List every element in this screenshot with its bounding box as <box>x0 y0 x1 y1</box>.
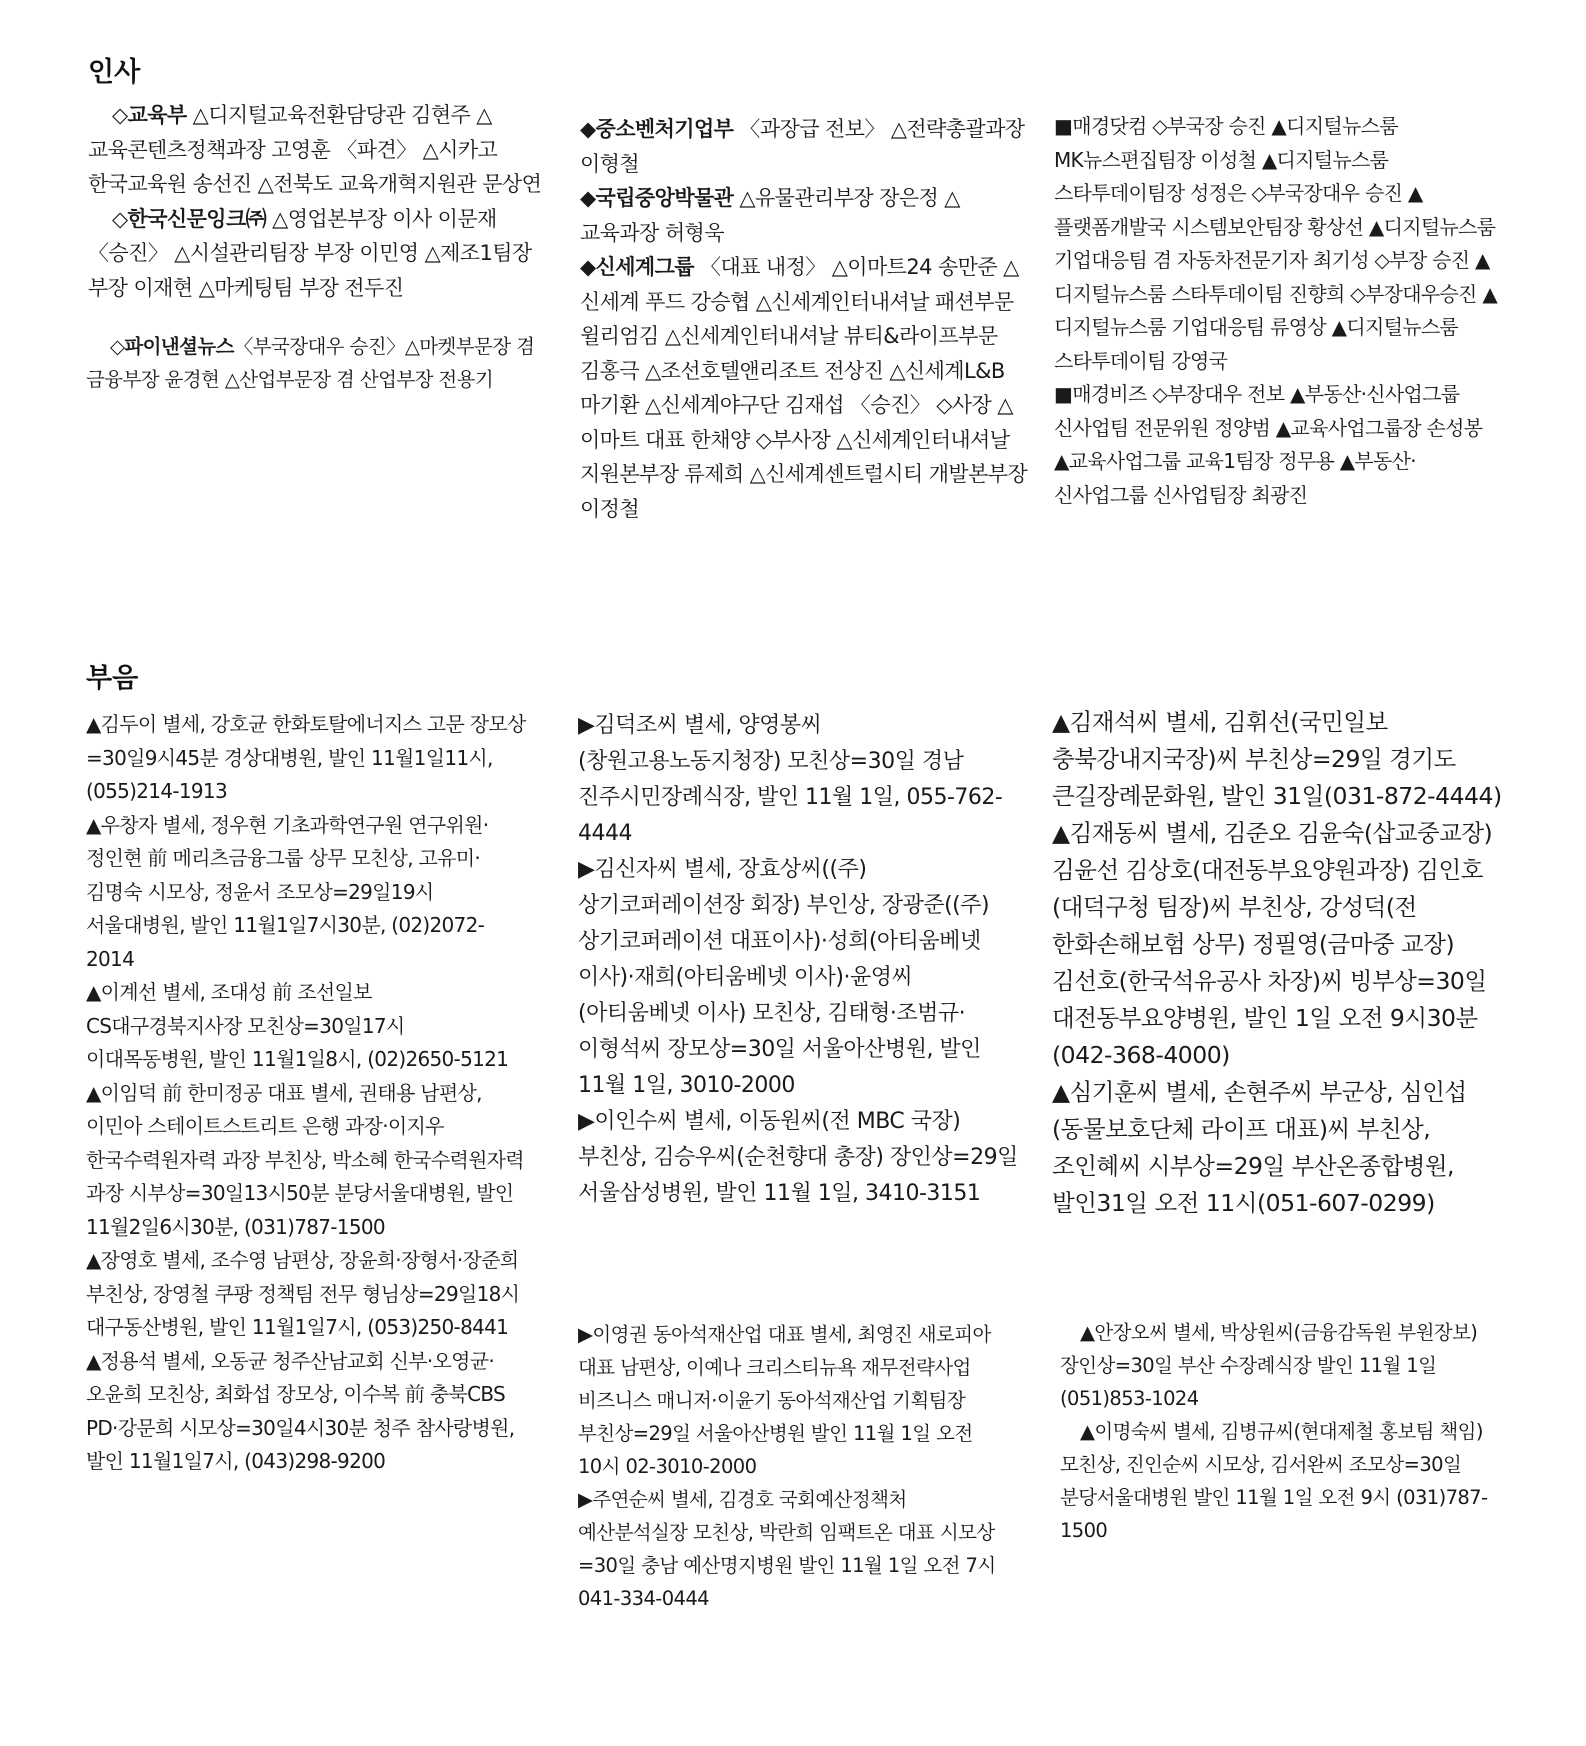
obituary-entry: ▲김재석씨 별세, 김휘선(국민일보 충북강내지국장)씨 부친상=29일 경기도 큰길장례문화원, 발인 31일(031-872-4444) <box>1052 708 1502 810</box>
org-name: ◇한국신문잉크㈜ <box>112 206 267 231</box>
org-name: ◆신세계그룹 <box>580 255 694 279</box>
obituary-entry: ▲이명숙씨 별세, 김병규씨(현대제철 홍보팀 책임)모친상, 진인순씨 시모상, 김서완씨 조모상=30일 분당서울대병원 발인 11월 1일 오전 9시 (031)787-1500 <box>1060 1420 1488 1542</box>
section-title-bueum: 부음 <box>86 663 139 694</box>
bueum-column-3-lower <box>1060 1316 1500 1547</box>
bueum-column-3 <box>1052 704 1502 1222</box>
appointment-entry <box>580 181 1030 250</box>
obituary-entry: ▲이임덕 前 한미정공 대표 별세, 권태용 남편상, 이민아 스테이트스트리트 은행 과장·이지우 한국수력원자력 과장 부친상, 박소혜 한국수력원자력 과장 시부상=30일13시50분 분당서울대병원, 발인 11월2일6시30분, (031)787-1500 <box>86 1080 524 1239</box>
obituary-entry: ▲심기훈씨 별세, 손현주씨 부군상, 심인섭(동물보호단체 라이프 대표)씨 부친상, 조인혜씨 시부상=29일 부산온종합병원, 발인31일 오전 11시(051-607-0299) <box>1052 1078 1467 1217</box>
obituary-entry: ▲우창자 별세, 정우현 기초과학연구원 연구위원·정인현 前 메리츠금융그룹 상무 모친상, 고유미·김명숙 시모상, 정윤서 조모상=29일19시 서울대병원, 발인 11월1일7시30분, (02)2072-2014 <box>86 812 489 971</box>
obituary-entry: ▲안장오씨 별세, 박상원씨(금융감독원 부원장보)장인상=30일 부산 수장례식장 발인 11월 1일 (051)853-1024 <box>1060 1321 1478 1410</box>
obituary-entry: ▶김신자씨 별세, 장효상씨((주)상기코퍼레이션장 회장) 부인상, 장광준((주)상기코퍼레이션 대표이사)·성희(아티움베넷 이사)·재희(아티움베넷 이사)·윤영씨(아티움베넷 이사) 모친상, 김태형·조범규·이형석씨 장모상=30일 서울아산병원, 발인 11월 1일, 3010-2000 <box>578 857 990 1098</box>
obituary-entry: ▲장영호 별세, 조수영 남편상, 장윤희·장형서·장준희 부친상, 장영철 쿠팡 정책팀 전무 형님상=29일18시 대구동산병원, 발인 11월1일7시, (053)250-8441 <box>86 1248 520 1339</box>
bueum-column-2 <box>578 708 1018 1212</box>
org-name: ◇파이낸셜뉴스 <box>110 335 234 358</box>
obituary-entry: ▲김두이 별세, 강호균 한화토탈에너지스 고문 장모상=30일9시45분 경상대병원, 발인 11월1일11시, (055)214-1913 <box>86 712 526 803</box>
entry-text: 〈대표 내정〉 △이마트24 송만준 △신세계 푸드 강승협 △신세계인터내셔날 패션부문 윌리엄김 △신세계인터내셔날 뷰티&라이프부문 김홍극 △조선호텔앤리조트 전상진 △신세계L&B 마기환 △신세계야구단 김재섭 〈승진〉 ◇사장 △이마트 대표 한채양 ◇부사장 △신세계인터내셔날 지원본부장 류제희 △신세계센트럴시티 개발본부장 이정철 <box>580 255 1028 521</box>
org-name: ◆국립중앙박물관 <box>580 186 734 210</box>
org-name: ◇교육부 <box>112 103 187 127</box>
obituary-entry: ▲이계선 별세, 조대성 前 조선일보 CS대구경북지사장 모친상=30일17시 이대목동병원, 발인 11월1일8시, (02)2650-5121 <box>86 980 509 1071</box>
entry-text: 〈부국장대우 승진〉△마켓부문장 겸 금융부장 윤경현 △산업부문장 겸 산업부장 전용기 <box>86 335 535 391</box>
section-title-insa: 인사 <box>88 57 141 88</box>
insa-column-1-lower <box>86 330 548 396</box>
entry-text: △유물관리부장 장은정 △교육과장 허형욱 <box>580 186 960 245</box>
insa-column-3 <box>1054 110 1500 512</box>
obituary-entry: ▶김덕조씨 별세, 양영봉씨(창원고용노동지청장) 모친상=30일 경남 진주시민장례식장, 발인 11월 1일, 055-762-4444 <box>578 713 1003 846</box>
appointment-entry <box>88 98 546 202</box>
entry-text: △영업본부장 이사 이문재 〈승진〉 △시설관리팀장 부장 이민영 △제조1팀장 부장 이재현 △마케팅팀 부장 전두진 <box>88 206 532 300</box>
appointment-entry <box>88 202 546 306</box>
obituary-entry: ▶이영권 동아석재산업 대표 별세, 최영진 새로피아 대표 남편상, 이예나 크리스티뉴욕 재무전략사업 비즈니스 매니저·이윤기 동아석재산업 기획팀장 부친상=29일 서울아산병원 발인 11월 1일 오전 10시 02-3010-2000 <box>578 1323 991 1478</box>
obituary-entry: ▶주연순씨 별세, 김경호 국회예산정책처 예산분석실장 모친상, 박란희 임팩트온 대표 시모상=30일 충남 예산명지병원 발인 11월 1일 오전 7시 041-334-0444 <box>578 1488 996 1610</box>
obituary-entry: ▶이인수씨 별세, 이동원씨(전 MBC 국장) 부친상, 김승우씨(순천향대 총장) 장인상=29일 서울삼성병원, 발인 11월 1일, 3410-3151 <box>578 1109 1018 1206</box>
entry-text: △디지털교육전환담당관 김현주 △교육콘텐츠정책과장 고영훈 〈파견〉 △시카고 한국교육원 송선진 △전북도 교육개혁지원관 문상연 <box>88 103 542 196</box>
insa-column-2 <box>580 112 1030 526</box>
appointment-entry <box>86 330 548 396</box>
obituary-entry: ▲김재동씨 별세, 김준오 김윤숙(삽교중교장) 김윤선 김상호(대전동부요양원과장) 김인호(대덕구청 팀장)씨 부친상, 강성덕(전 한화손해보험 상무) 정필영(금마중 교장) 김선호(한국석유공사 차장)씨 빙부상=30일 대전동부요양병원, 발인 1일 오전 9시30분(042-368-4000) <box>1052 819 1493 1069</box>
appointment-entry: ■매경닷컴 ◇부국장 승진 ▲디지털뉴스룸 MK뉴스편집팀장 이성철 ▲디지털뉴스룸 스타투데이팀장 성정은 ◇부국장대우 승진 ▲플랫폼개발국 시스템보안팀장 황상선 ▲디지털뉴스룸 기업대응팀 겸 자동차전문기자 최기성 ◇부장 승진 ▲디지털뉴스룸 스타투데이팀 진향희 ◇부장대우승진 ▲디지털뉴스룸 기업대응팀 류영상 ▲디지털뉴스룸 스타투데이팀 강영국 <box>1054 114 1498 373</box>
org-name: ◆중소벤처기업부 <box>580 117 734 141</box>
appointment-entry <box>580 112 1030 181</box>
insa-column-1 <box>88 98 546 305</box>
appointment-entry <box>580 250 1030 526</box>
entry-text: 〈과장급 전보〉 △전략총괄과장 이형철 <box>580 117 1025 176</box>
bueum-column-2-lower <box>578 1318 1018 1615</box>
bueum-column-1 <box>86 708 526 1479</box>
obituary-entry: ▲정용석 별세, 오동균 청주산남교회 신부·오영균·오윤희 모친상, 최화섭 장모상, 이수복 前 충북CBS PD·강문희 시모상=30일4시30분 청주 참사랑병원, 발인 11월1일7시, (043)298-9200 <box>86 1348 515 1473</box>
appointment-entry: ■매경비즈 ◇부장대우 전보 ▲부동산·신사업그룹 신사업팀 전문위원 정양범 ▲교육사업그룹장 손성봉 ▲교육사업그룹 교육1팀장 정무용 ▲부동산·신사업그룹 신사업팀장 최광진 <box>1054 382 1483 507</box>
